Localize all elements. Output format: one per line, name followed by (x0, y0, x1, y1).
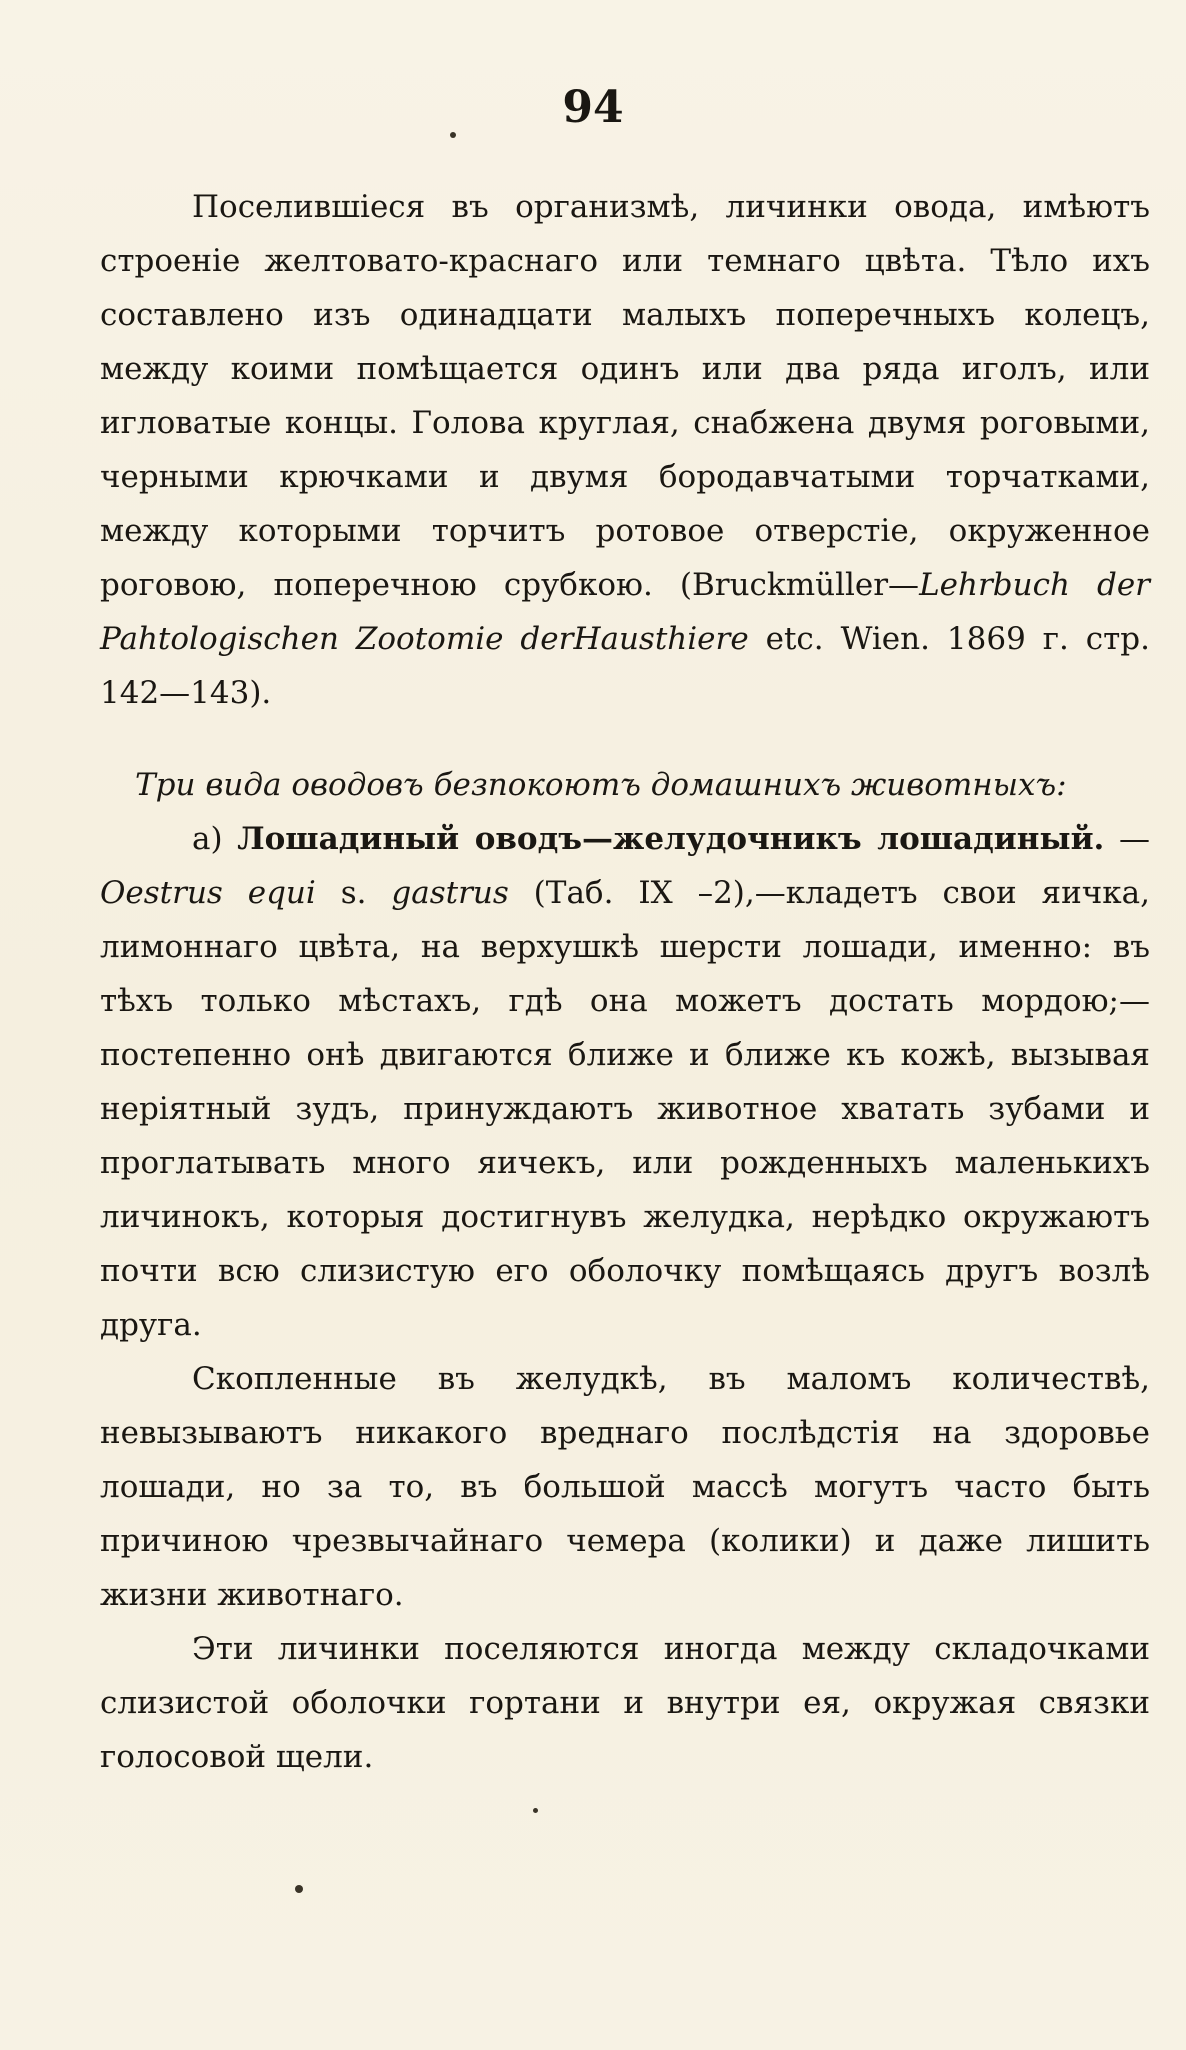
section-gap (100, 720, 1150, 758)
page-number: 94 (562, 82, 624, 133)
print-speck (533, 1808, 538, 1813)
paragraph-larvae-description (100, 180, 1150, 720)
page-body (100, 180, 1150, 1784)
citation-title: Lehrbuch der Pahtologischen Zootomie derHausthiere (100, 567, 1150, 657)
section-subtitle: Три вида оводовъ безпокоютъ домашнихъ животныхъ: (135, 767, 1067, 803)
species-name: Лошадиный оводъ—желудочникъ лошадиный. (237, 821, 1105, 857)
latin-name: Oestrus equi (100, 875, 316, 911)
latin-synonym: gastrus (391, 875, 509, 911)
print-speck (450, 132, 456, 138)
print-speck (295, 1885, 303, 1893)
paragraph-horse-botfly (100, 812, 1150, 1352)
paragraph-larynx: Эти личинки поселяются иногда между складочками слизистой оболочки гортани и внутри ея, окружая связки голосовой щели. (100, 1631, 1150, 1775)
paragraph-stomach-effects: Скопленные въ желудкѣ, въ маломъ количествѣ, невызываютъ никакого вреднаго послѣдстія на здоровье лошади, но за то, въ большой массѣ могутъ часто быть причиною чрезвычайнаго чемера (колики) и даже лишить жизни животнаго. (100, 1361, 1150, 1613)
paragraph-text: (Таб. IX –2),—кладетъ свои яичка, лимоннаго цвѣта, на верхушкѣ шерсти лошади, именно: въ тѣхъ только мѣстахъ, гдѣ она можетъ достать мордою;—постепенно онѣ двигаются ближе и ближе къ кожѣ, вызывая неріятный зудъ, принуждаютъ животное хватать зубами и проглатывать много яичекъ, или рожденныхъ маленькихъ личинокъ, которыя достигнувъ желудка, нерѣдко окружаютъ почти всю слизистую его оболочку помѣщаясь другъ возлѣ друга. (100, 875, 1150, 1343)
dash-separator: — (1104, 821, 1150, 857)
citation-details: etc. Wien. 1869 г. стр. 142—143). (100, 621, 1150, 711)
paragraph-text: Поселившіеся въ организмѣ, личинки овода, имѣютъ строеніе желтовато-краснаго или темнаго цвѣта. Тѣло ихъ составлено изъ одинадцати малыхъ поперечныхъ колецъ, между коими помѣщается одинъ или два ряда иголъ, или игловатые концы. Голова круглая, снабжена двумя роговыми, черными крючками и двумя бородавчатыми торчатками, между которыми торчитъ ротовое отверстіе, окруженное роговою, поперечною срубкою. (Bruckmüller— (100, 189, 1150, 603)
item-label: а) (192, 821, 238, 857)
synonym-marker: s. (315, 875, 392, 911)
